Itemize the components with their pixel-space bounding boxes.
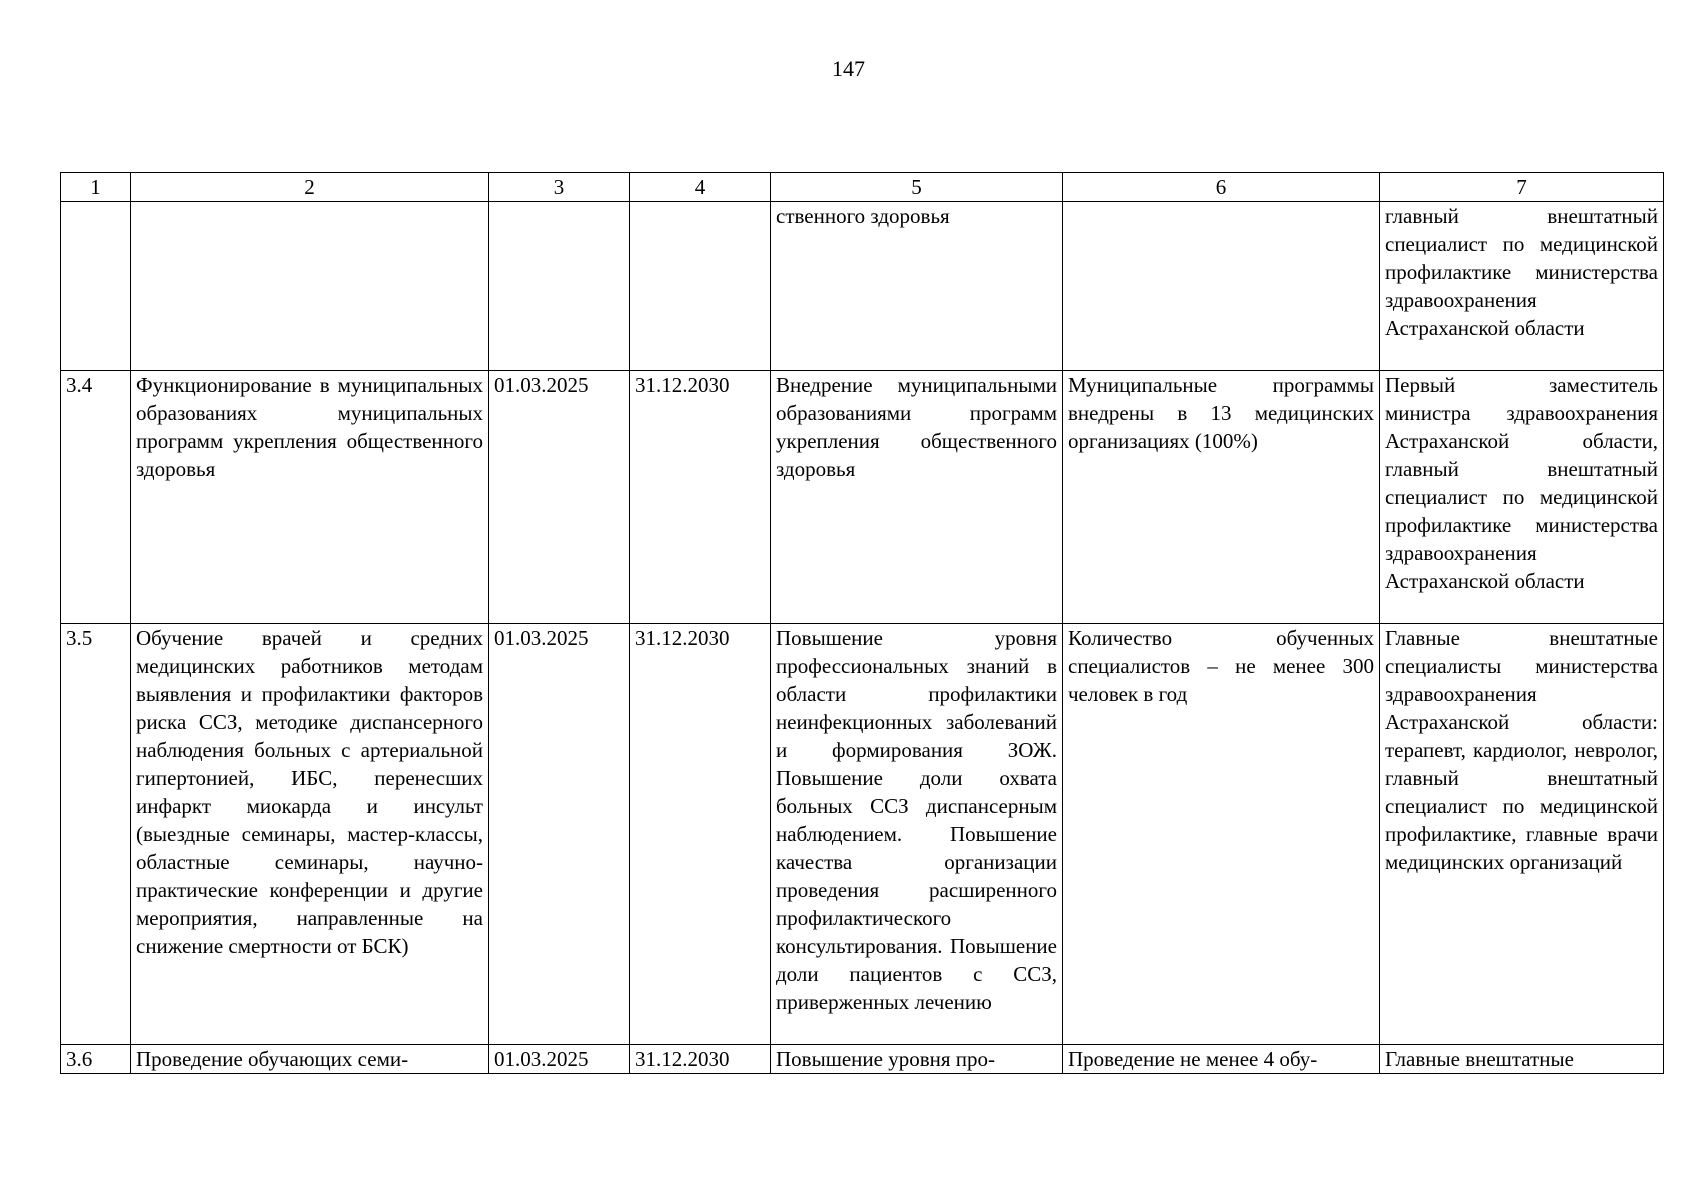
end-date: 31.12.2030 [630,624,771,1045]
table-row [61,202,1664,371]
column-header-3: 3 [489,173,630,202]
responsible: Главные внештатные специалисты министерства здравоохранения Астраханской области: терапевт, кардиолог, невролог, главный внештатный специалист по медицинской профилактике, главные врачи медицинских организаций [1380,624,1664,1045]
measure-name [131,202,489,371]
expected-result: Повышение уровня профессиональных знаний в области профилактики неинфекционных заболеваний и формирования ЗОЖ. Повышение доли охвата больных ССЗ диспансерным наблюдением. Повышение качества организации проведения расширенного профилактического консультирования. Повышение доли пациентов с ССЗ, приверженных лечению [771,624,1063,1045]
column-header-6: 6 [1063,173,1380,202]
end-date [630,202,771,371]
row-number: 3.6 [61,1045,131,1074]
column-header-5: 5 [771,173,1063,202]
indicator: Проведение не менее 4 обу- [1063,1045,1380,1074]
row-number: 3.5 [61,624,131,1045]
column-header-4: 4 [630,173,771,202]
measures-table [60,172,1664,1074]
start-date: 01.03.2025 [489,1045,630,1074]
end-date: 31.12.2030 [630,1045,771,1074]
page-number: 147 [832,56,865,81]
measure-name: Функционирование в муниципальных образованиях муниципальных программ укрепления общественного здоровья [131,371,489,624]
column-header-7: 7 [1380,173,1664,202]
responsible: Первый заместитель министра здравоохранения Астраханской области, главный внештатный специалист по медицинской профилактике министерства здравоохранения Астраханской области [1380,371,1664,624]
responsible: Главные внештатные [1380,1045,1664,1074]
indicator [1063,202,1380,371]
table-row [61,624,1664,1045]
expected-result: Внедрение муниципальными образованиями программ укрепления общественного здоровья [771,371,1063,624]
row-number: 3.4 [61,371,131,624]
measure-name: Обучение врачей и средних медицинских работников методам выявления и профилактики факторов риска ССЗ, методике диспансерного наблюдения больных с артериальной гипертонией, ИБС, перенесших инфаркт миокарда и инсульт (выездные семинары, мастер-классы, областные семинары, научно-практические конференции и другие мероприятия, направленные на снижение смертности от БСК) [131,624,489,1045]
expected-result: ственного здоровья [771,202,1063,371]
responsible: главный внештатный специалист по медицинской профилактике министерства здравоохранения Астраханской области [1380,202,1664,371]
start-date: 01.03.2025 [489,624,630,1045]
start-date: 01.03.2025 [489,371,630,624]
header-row [61,173,1664,202]
start-date [489,202,630,371]
end-date: 31.12.2030 [630,371,771,624]
column-header-2: 2 [131,173,489,202]
table-row [61,1045,1664,1074]
indicator: Количество обученных специалистов – не менее 300 человек в год [1063,624,1380,1045]
row-number [61,202,131,371]
table-row [61,371,1664,624]
column-header-1: 1 [61,173,131,202]
measure-name: Проведение обучающих семи- [131,1045,489,1074]
expected-result: Повышение уровня про- [771,1045,1063,1074]
indicator: Муниципальные программы внедрены в 13 медицинских организациях (100%) [1063,371,1380,624]
